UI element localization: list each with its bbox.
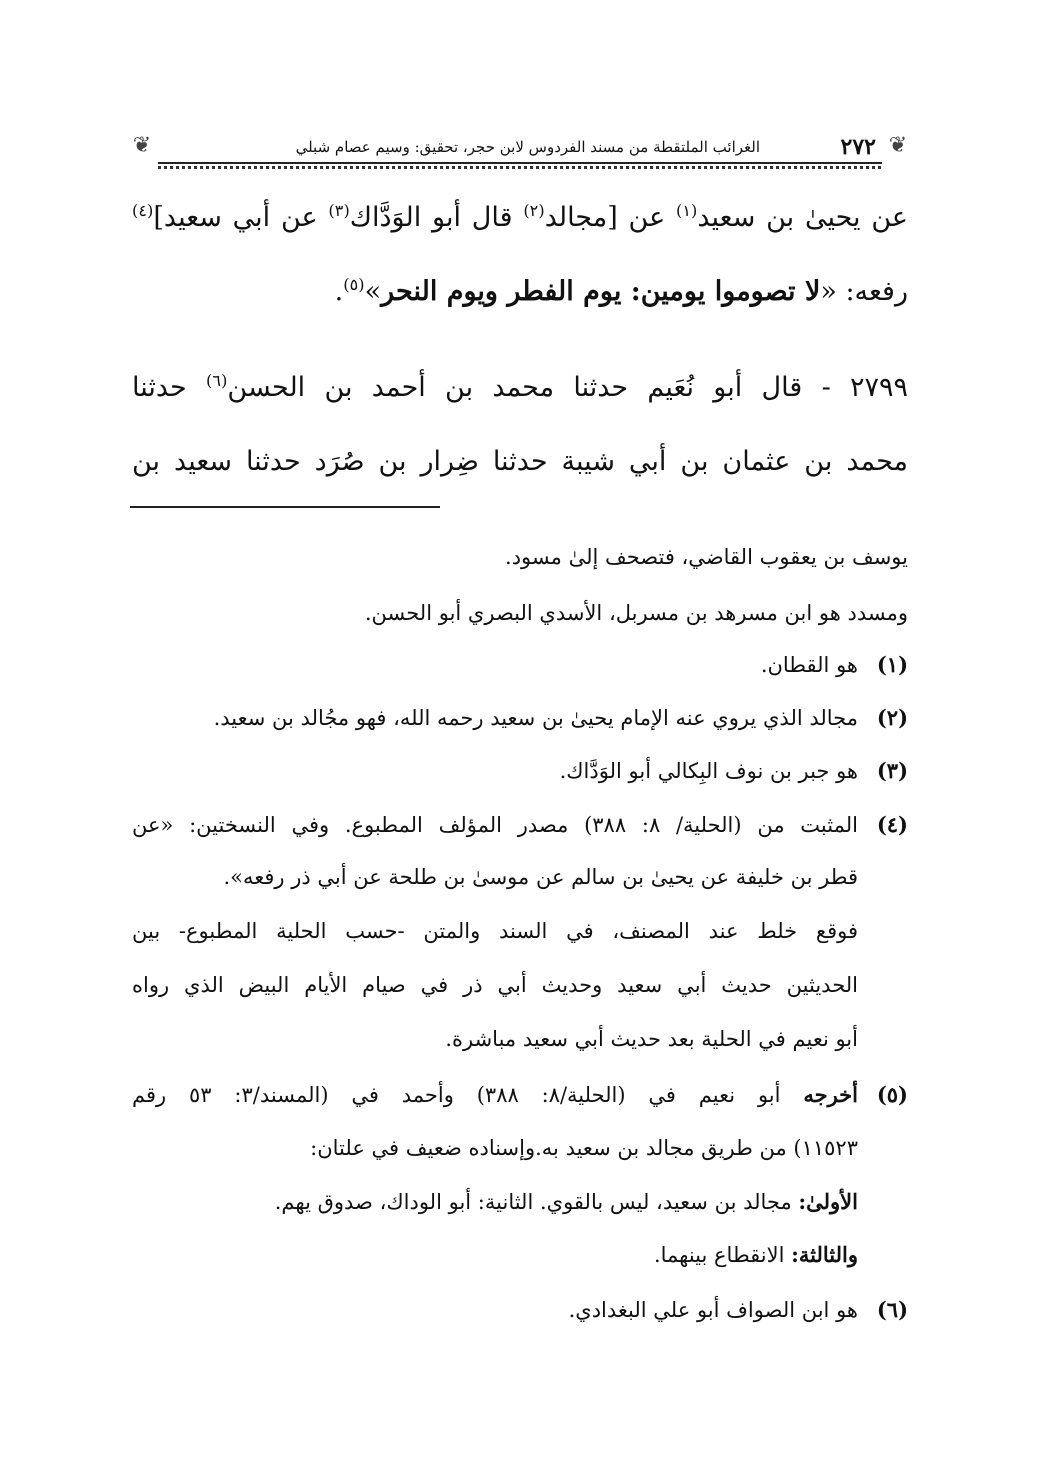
footnote-bold-lead: والثالثة: (791, 1242, 858, 1267)
footnote-text: ومسدد هو ابن مسرهد بن مسربل، الأسدي البصري أبو الحسن. (364, 601, 908, 625)
text-line (132, 272, 908, 312)
text-segment: عن يحيىٰ بن سعيد (697, 202, 909, 233)
footnote-line (132, 916, 908, 946)
text-segment: عن [مجالد (544, 202, 676, 233)
running-title: الغرائب الملتقطة من مسند الفردوس لابن حجر، تحقيق: وسيم عصام شبلي (295, 138, 760, 156)
flourish-ornament-icon: ❦ (888, 133, 908, 158)
page-number: ٢٧٢ (840, 134, 876, 160)
footnote-separator (130, 506, 440, 508)
text-segment: عن أبي سعيد] (153, 202, 329, 233)
footnote-text: الحديثين حديث أبي سعيد وحديث أبي ذر في صيام الأيام البيض الذي رواه (132, 973, 858, 997)
footnote-number: (٥) (876, 1082, 908, 1107)
footnote-text: مجالد الذي يروي عنه الإمام يحيىٰ بن سعيد رحمه الله، فهو مجُالد بن سعيد. (213, 706, 858, 730)
footnote-marker: (٣) (328, 201, 350, 220)
text-segment: » (364, 276, 382, 307)
footnote-text: المثبت من (الحلية/ ٨: ٣٨٨) مصدر المؤلف المطبوع. وفي النسختين: «عن (132, 813, 858, 837)
flourish-ornament-icon: ❦ (132, 133, 152, 158)
footnote-number: (٢) (876, 705, 908, 730)
footnote-line (132, 598, 908, 628)
footnote-text: أبو نعيم في الحلية بعد حديث أبي سعيد مباشرة. (445, 1027, 858, 1051)
footnote-line (132, 650, 908, 680)
footnote-line (132, 1187, 908, 1217)
footnote-text: ١١٥٢٣) من طريق مجالد بن سعيد به.وإسناده ضعيف في علتان: (310, 1136, 858, 1160)
text-segment: حدثنا (132, 372, 207, 403)
header-border-pattern (158, 166, 882, 169)
footnote-marker: (٢) (523, 201, 545, 220)
footnote-line (132, 862, 908, 892)
footnote-number: (٣) (876, 758, 908, 783)
footnote-text: مجالد بن سعيد، ليس بالقوي. الثانية: أبو الوداك، صدوق يهم. (274, 1190, 799, 1214)
footnote-line (132, 756, 908, 786)
footnote-number: (٤) (876, 812, 908, 837)
text-segment: رفعه: « (820, 276, 908, 307)
text-line (132, 198, 908, 238)
footnote-number: (١) (876, 652, 908, 677)
footnote-marker: (٦) (206, 371, 228, 390)
footnote-text: الانقطاع بينهما. (653, 1243, 792, 1267)
footnote-text: هو القطان. (760, 653, 858, 677)
footnote-number: (٦) (876, 1297, 908, 1322)
footnote-text: فوقع خلط عند المصنف، في السند والمتن -حسب الحلية المطبوع- بين (132, 919, 858, 943)
footnote-marker: (١) (675, 201, 698, 220)
footnote-bold-lead: أخرجه (803, 1082, 858, 1107)
footnote-text: هو جبر بن نوف البِكالي أبو الوَدَّاك. (559, 759, 858, 783)
text-line (132, 368, 908, 408)
footnote-text: هو ابن الصواف أبو علي البغدادي. (568, 1298, 858, 1322)
footnote-line (132, 1295, 908, 1325)
footnote-marker: (٥) (343, 275, 365, 294)
text-segment: لا تصوموا يومين: يوم الفطر ويوم النحر (381, 276, 821, 307)
text-segment: قال أبو الوَدَّاك (349, 202, 524, 233)
footnote-line (132, 1024, 908, 1054)
text-segment: . (334, 276, 344, 307)
header-rule (158, 162, 882, 164)
footnote-line (132, 542, 908, 572)
text-segment: محمد بن عثمان بن أبي شيبة حدثنا ضِرار بن صُرَد حدثنا سعيد بن (132, 446, 908, 477)
footnote-bold-lead: الأولىٰ: (798, 1189, 858, 1214)
page-header (130, 132, 910, 168)
footnote-text: يوسف بن يعقوب القاضي، فتصحف إلىٰ مسود. (505, 545, 908, 569)
footnote-text: أبو نعيم في (الحلية/٨: ٣٨٨) وأحمد في (المسند/٣: ٥٣ رقم (132, 1083, 804, 1107)
footnote-line (132, 1133, 908, 1163)
footnote-line (132, 810, 908, 840)
footnote-line (132, 1240, 908, 1270)
text-segment: ٢٧٩٩ - قال أبو نُعَيم حدثنا محمد بن أحمد بن الحسن (227, 372, 908, 403)
footnote-text: قطر بن خليفة عن يحيىٰ بن سالم عن موسىٰ بن طلحة عن أبي ذر رفعه». (223, 865, 858, 889)
footnote-line (132, 703, 908, 733)
text-line (132, 442, 908, 482)
footnote-marker: (٤) (132, 201, 154, 220)
footnote-line (132, 1080, 908, 1110)
footnote-line (132, 970, 908, 1000)
